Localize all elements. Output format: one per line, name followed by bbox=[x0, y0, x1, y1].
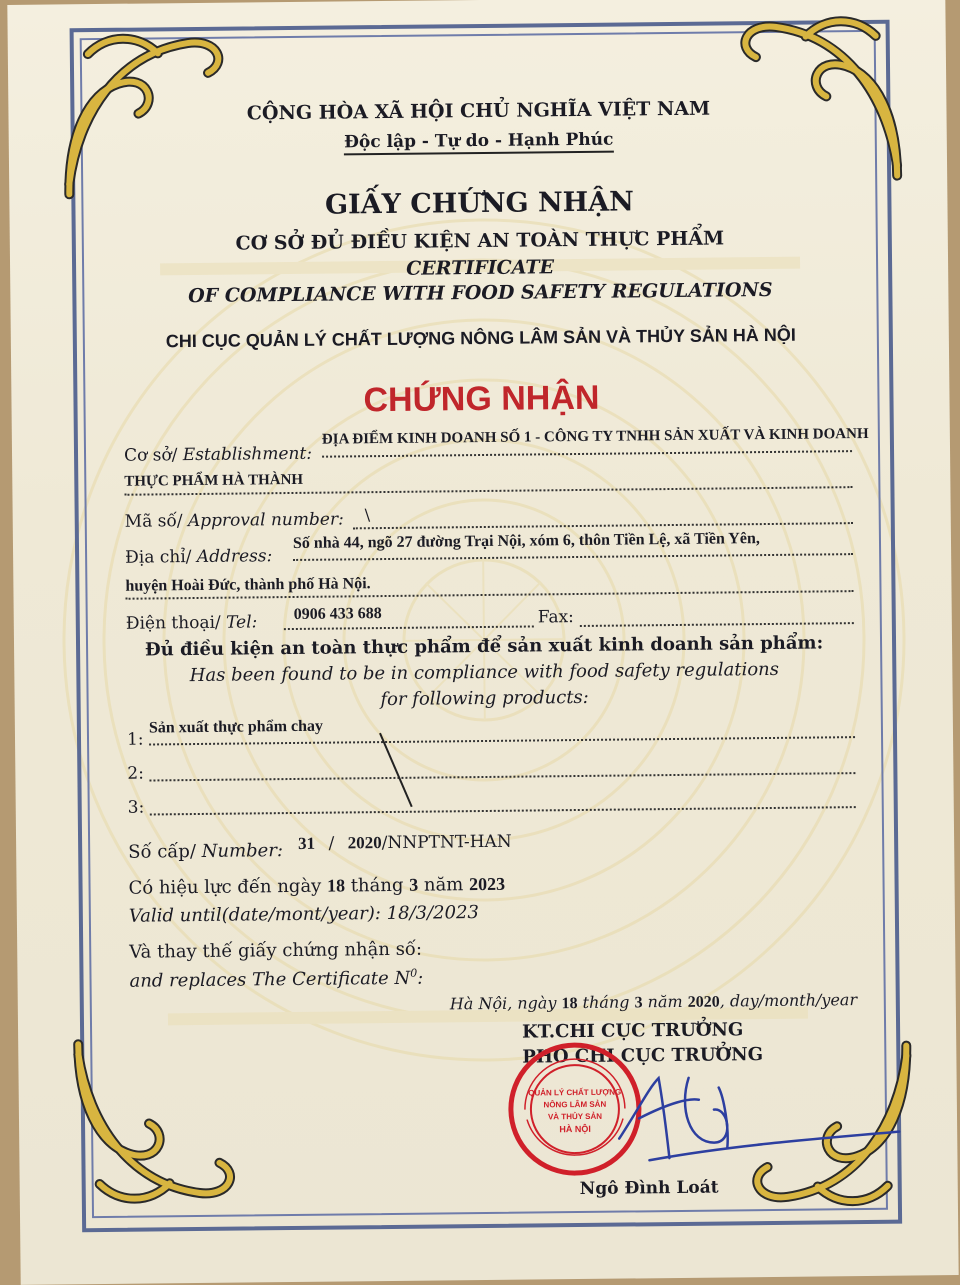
validity-en-label: Valid until(date/mont/year): bbox=[128, 903, 382, 927]
stamp-line-2: NÔNG LÂM SẢN bbox=[543, 1099, 607, 1110]
stamp-line-3: VÀ THỦY SẢN bbox=[547, 1111, 603, 1122]
product-3-number: 3: bbox=[127, 797, 145, 818]
compliance-text-en-1: Has been found to be in compliance with food safety regulations bbox=[189, 658, 780, 687]
approval-value: \ bbox=[364, 505, 371, 525]
number-label-en: Number: bbox=[201, 840, 284, 862]
number-n1: 31 bbox=[298, 833, 316, 853]
issue-year: 2020 bbox=[687, 993, 720, 1011]
product-1-value: Sản xuất thực phẩm chay bbox=[148, 717, 324, 737]
phone-value: 0906 433 688 bbox=[293, 605, 382, 623]
validity-month-label: tháng bbox=[350, 874, 404, 897]
number-year: 2020 bbox=[347, 833, 382, 853]
establishment-value-1: ĐỊA ĐIỂM KINH DOANH SỐ 1 - CÔNG TY TNHH SẢN XUẤT VÀ KINH DOANH bbox=[321, 425, 869, 448]
number-separator: / bbox=[328, 833, 335, 854]
handwritten-signature bbox=[578, 1046, 909, 1179]
replaces-en-text: and replaces The Certificate N bbox=[129, 967, 411, 992]
issuing-agency: CHI CỤC QUẢN LÝ CHẤT LƯỢNG NÔNG LÂM SẢN VÀ THỦY SẢN HÀ NỘI bbox=[165, 324, 796, 352]
phone-label-vn: Điện thoại/ bbox=[125, 612, 221, 634]
issue-day: 18 bbox=[561, 995, 578, 1013]
replaces-en-sup: 0 bbox=[410, 966, 418, 980]
validity-year-label: năm bbox=[423, 874, 464, 896]
address-value-2: huyện Hoài Đức, thành phố Hà Nội. bbox=[125, 575, 371, 595]
address-label-en: Address: bbox=[196, 546, 273, 567]
address-label bbox=[125, 546, 272, 568]
number-label-vn: Số cấp/ bbox=[128, 841, 197, 863]
signer-name: Ngô Đình Loát bbox=[579, 1177, 719, 1200]
address-label-vn: Địa chỉ/ bbox=[125, 547, 192, 568]
replaces-vn: Và thay thế giấy chứng nhận số: bbox=[129, 938, 423, 963]
approval-line bbox=[353, 522, 853, 529]
phone-label-en: Tel: bbox=[225, 612, 258, 633]
approval-label bbox=[125, 509, 344, 531]
issue-month-label: tháng bbox=[582, 992, 630, 1012]
compliance-text-vn: Đủ điều kiện an toàn thực phẩm để sản xuất kinh doanh sản phẩm: bbox=[144, 632, 824, 661]
certificate-subtitle-en: OF COMPLIANCE WITH FOOD SAFETY REGULATIONS bbox=[188, 278, 773, 308]
certificate-paper bbox=[7, 0, 958, 1285]
validity-month: 3 bbox=[409, 874, 419, 895]
establishment-label bbox=[124, 444, 312, 466]
issue-en: , day/month/year bbox=[719, 990, 858, 1011]
motto-text: Độc lập - Tự do - Hạnh Phúc bbox=[344, 130, 614, 156]
product-2-number: 2: bbox=[127, 763, 145, 784]
validity-day: 18 bbox=[326, 875, 346, 896]
establishment-line-1 bbox=[322, 450, 852, 458]
establishment-label-vn: Cơ sở/ bbox=[123, 445, 178, 466]
product-3-line bbox=[150, 806, 856, 815]
validity-year: 2023 bbox=[468, 873, 506, 895]
signer-title-2: PHÓ CHI CỤC TRƯỞNG bbox=[522, 1044, 764, 1068]
phone-line bbox=[284, 625, 534, 630]
validity-prefix: Có hiệu lực đến ngày bbox=[128, 875, 322, 899]
issue-date bbox=[450, 990, 857, 1014]
fax-line bbox=[580, 622, 854, 627]
stamp-line-1: QUẢN LÝ CHẤT LƯỢNG bbox=[528, 1087, 622, 1098]
motto bbox=[89, 127, 869, 155]
signer-title-1: KT.CHI CỤC TRƯỞNG bbox=[521, 1019, 744, 1043]
compliance-text-en-2: for following products: bbox=[380, 686, 589, 711]
approval-label-en: Approval number: bbox=[187, 509, 344, 532]
establishment-label-en: Establishment: bbox=[182, 443, 313, 466]
issue-year-label: năm bbox=[647, 991, 683, 1012]
validity-vn bbox=[128, 874, 505, 899]
certificate-subtitle: CƠ SỞ ĐỦ ĐIỀU KIỆN AN TOÀN THỰC PHẨM bbox=[235, 227, 725, 255]
address-value-1: Số nhà 44, ngõ 27 đường Trại Nội, xóm 6, thôn Tiền Lệ, xã Tiền Yên, bbox=[292, 530, 760, 552]
number-value bbox=[298, 832, 512, 854]
issue-month: 3 bbox=[634, 994, 643, 1012]
stamp-line-4: HÀ NỘI bbox=[559, 1123, 591, 1135]
address-line-1 bbox=[293, 553, 853, 561]
product-1-line bbox=[149, 736, 855, 745]
fax-label: Fax: bbox=[537, 607, 574, 628]
certify-heading: CHỨNG NHẬN bbox=[363, 378, 600, 420]
approval-label-vn: Mã số/ bbox=[124, 511, 183, 532]
certificate-title: GIẤY CHỨNG NHẬN bbox=[324, 186, 634, 221]
strike-through-mark bbox=[375, 731, 426, 812]
validity-en bbox=[129, 902, 479, 927]
phone-label bbox=[126, 612, 258, 633]
certificate-title-en: CERTIFICATE bbox=[406, 256, 555, 280]
establishment-value-2: THỰC PHẨM HÀ THÀNH bbox=[124, 471, 304, 490]
product-1-number: 1: bbox=[126, 729, 144, 750]
issue-place: Hà Nội, ngày bbox=[449, 993, 557, 1014]
number-label bbox=[128, 840, 283, 863]
replaces-en bbox=[129, 967, 423, 992]
number-suffix: /NNPTNT-HAN bbox=[381, 831, 512, 854]
product-2-line bbox=[149, 772, 855, 781]
validity-en-value: 18/3/2023 bbox=[386, 902, 480, 925]
country-header: CỘNG HÒA XÃ HỘI CHỦ NGHĨA VIỆT NAM bbox=[246, 97, 711, 125]
replaces-en-colon: : bbox=[417, 967, 424, 989]
